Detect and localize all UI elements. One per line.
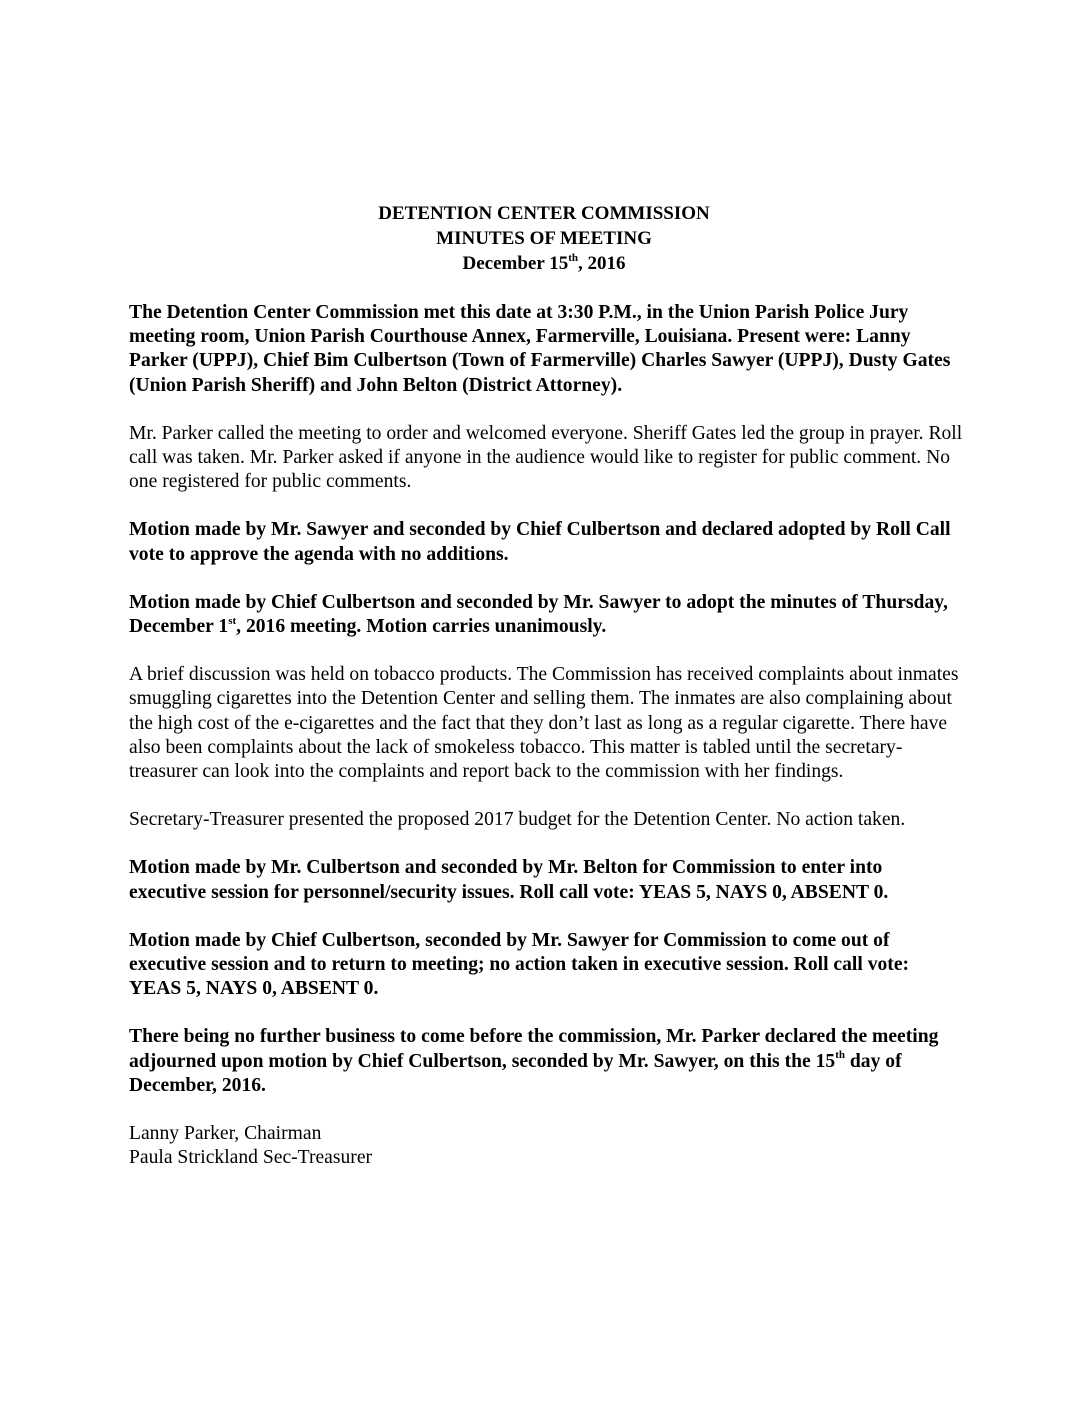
meeting-date-suffix: th <box>568 251 578 264</box>
adjournment-paragraph <box>129 1025 963 1098</box>
meeting-date-text: December 15 <box>462 253 569 274</box>
secretary-signature: Paula Strickland Sec-Treasurer <box>129 1147 373 1169</box>
attendance-paragraph: The Detention Center Commission met this date at 3:30 P.M., in the Union Parish Police Jury meeting room, Union Parish Courthouse Annex, Farmerville, Louisiana. Present were: Lanny Parker (UPPJ), Chief Bim Culbertson (Town of Farmerville) Charles Sawyer (UPPJ), Dusty Gates (Union Parish Sheriff) and John Belton (District Attorney). <box>129 302 951 396</box>
minutes-motion-paragraph <box>129 591 963 639</box>
adjournment-text: There being no further business to come before the commission, Mr. Parker declared the meeting adjourned upon motion by Chief Culbertson, seconded by Mr. Sawyer, on this the 15 <box>129 1026 939 1072</box>
minutes-motion-suffix: st <box>228 614 237 627</box>
meeting-date <box>125 251 963 276</box>
commission-title: DETENTION CENTER COMMISSION <box>378 203 710 224</box>
tobacco-discussion-paragraph: A brief discussion was held on tobacco products. The Commission has received complaints about inmates smuggling cigarettes into the Detention Center and selling them. The inmates are also complaining about the high cost of the e-cigarettes and the fact that they don’t last as long as a regular cigarette. There have also been complaints about the lack of smokeless tobacco. This matter is tabled until the secretary-treasurer can look into the complaints and report back to the commission with her findings. <box>129 664 959 783</box>
adjournment-rest: day of December, 2016. <box>129 1050 902 1096</box>
signature-block <box>129 1122 963 1170</box>
minutes-motion-rest: , 2016 meeting. Motion carries unanimously. <box>236 616 607 638</box>
call-to-order-paragraph: Mr. Parker called the meeting to order and welcomed everyone. Sheriff Gates led the group in prayer. Roll call was taken. Mr. Parker asked if anyone in the audience would like to register for public comment. No one registered for public comments. <box>129 422 963 493</box>
executive-session-enter-paragraph: Motion made by Mr. Culbertson and seconded by Mr. Belton for Commission to enter into executive session for personnel/security issues. Roll call vote: YEAS 5, NAYS 0, ABSENT 0. <box>129 857 889 903</box>
budget-paragraph: Secretary-Treasurer presented the proposed 2017 budget for the Detention Center. No action taken. <box>129 809 906 831</box>
minutes-title: MINUTES OF MEETING <box>436 228 652 249</box>
chairman-signature: Lanny Parker, Chairman <box>129 1123 322 1145</box>
adjournment-day-suffix: th <box>835 1049 845 1062</box>
document-heading <box>125 201 963 276</box>
agenda-motion-paragraph: Motion made by Mr. Sawyer and seconded by Chief Culbertson and declared adopted by Roll Call vote to approve the agenda with no additions. <box>129 519 951 565</box>
meeting-date-year: , 2016 <box>577 253 626 274</box>
minutes-document <box>129 201 963 1170</box>
executive-session-exit-paragraph: Motion made by Chief Culbertson, seconded by Mr. Sawyer for Commission to come out of executive session and to return to meeting; no action taken in executive session. Roll call vote: YEAS 5, NAYS 0, ABSENT 0. <box>129 929 910 1000</box>
minutes-motion-text: Motion made by Chief Culbertson and seconded by Mr. Sawyer to adopt the minutes of Thursday, December 1 <box>129 591 948 638</box>
